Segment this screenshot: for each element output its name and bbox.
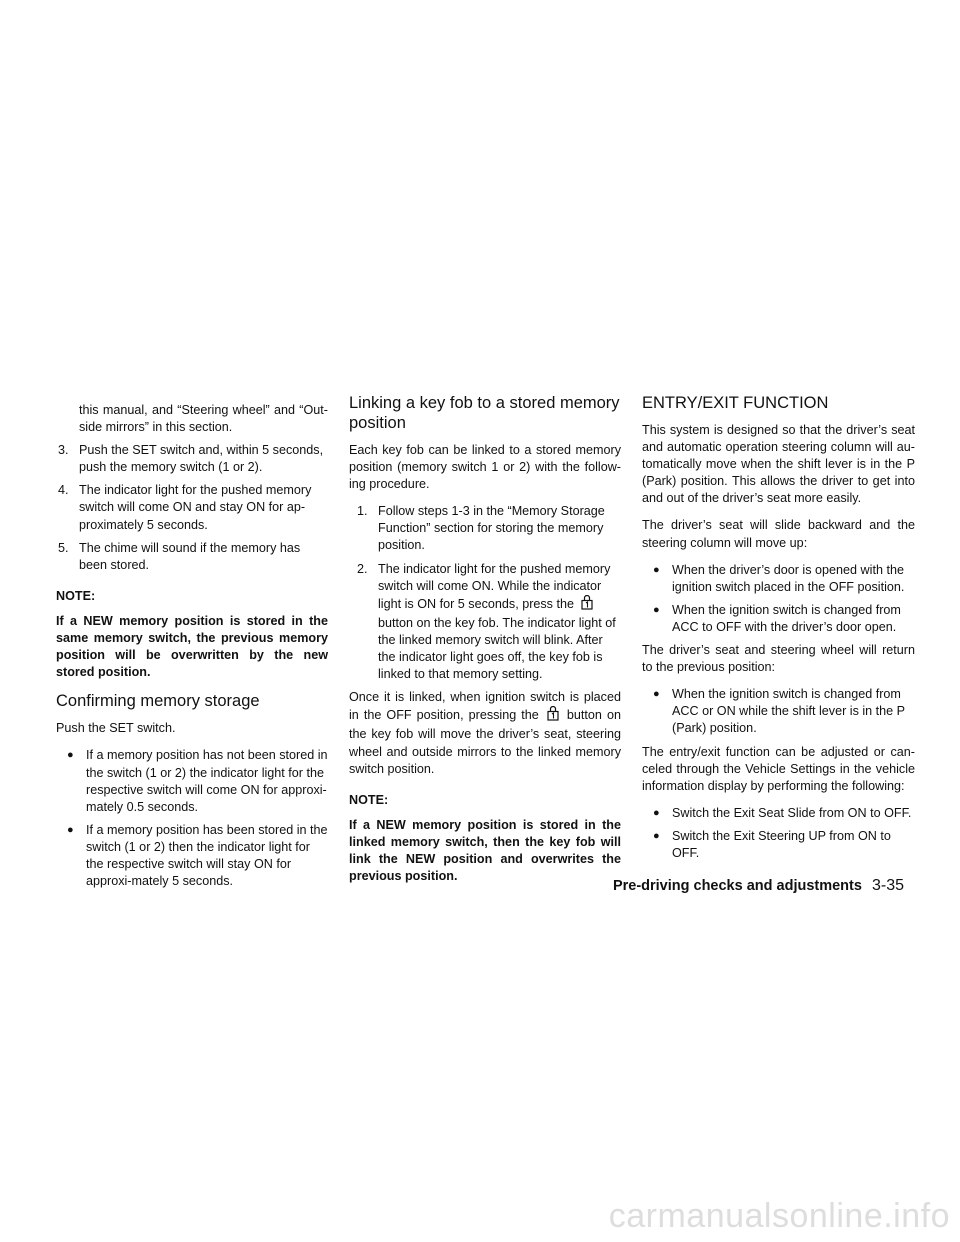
list-item-step-1: 1. Follow steps 1-3 in the “Memory Storage Function” section for storing the memory position. xyxy=(357,504,605,553)
list-item-bullet: ● When the driver’s door is opened with the ignition switch placed in the OFF position. xyxy=(653,562,905,594)
bullet-icon: ● xyxy=(67,823,74,836)
list-item-step-4: 4. The indicator light for the pushed memory switch will come ON and stay ON for ap-proximately 5 seconds. xyxy=(58,483,312,532)
bullet-icon: ● xyxy=(653,688,660,701)
watermark: carmanualsonline.info xyxy=(608,1197,950,1235)
list-item-step-5: 5. The chime will sound if the memory has been stored. xyxy=(58,540,301,572)
continued-text: this manual, and “Steering wheel” and “Out-side mirrors” in this section. xyxy=(79,403,328,435)
paragraph: The driver’s seat will slide backward and the steering column will move up: xyxy=(642,518,915,550)
column-left xyxy=(56,402,328,896)
paragraph: Push the SET switch. xyxy=(56,721,176,736)
note-text: If a NEW memory position is stored in the linked memory switch, then the key fob will link the NEW position and overwrites the previous position. xyxy=(349,817,621,884)
list-item-step-2: 2. The indicator light for the pushed memory switch will come ON. While the indicator light is ON for 5 seconds, press the button on the key fob. The indicator light of the linked memory switch will blink. After the indicator light goes off, the key fob is linked to that memory setting. xyxy=(357,561,616,682)
bullet-icon: ● xyxy=(653,603,660,616)
page-number: 3-35 xyxy=(871,877,904,894)
paragraph: Each key fob can be linked to a stored memory position (memory switch 1 or 2) with the follow-ing procedure. xyxy=(349,443,621,492)
note-text: If a NEW memory position is stored in the same memory switch, the previous memory position will be overwritten by the new stored position. xyxy=(56,613,328,680)
section-title: Pre-driving checks and adjustments xyxy=(612,878,862,894)
note-label: NOTE: xyxy=(349,792,389,807)
list-item-bullet: ● When the ignition switch is changed from ACC to OFF with the driver’s door open. xyxy=(653,602,901,634)
paragraph: The entry/exit function can be adjusted or can-celed through the Vehicle Settings in the vehicle information display by performing the following: xyxy=(642,744,915,793)
list-item-bullet: ● If a memory position has not been stored in the switch (1 or 2) the indicator light for the respective switch will come ON for approxi-mately 0.5 seconds. xyxy=(67,748,328,814)
section-heading-confirming: Confirming memory storage xyxy=(56,692,260,711)
paragraph: The driver’s seat and steering wheel will return to the previous position: xyxy=(642,643,915,675)
bullet-icon: ● xyxy=(653,829,660,842)
section-heading-entry-exit: ENTRY/EXIT FUNCTION xyxy=(642,394,829,412)
note-label: NOTE: xyxy=(56,588,96,603)
list-item-step-3: 3. Push the SET switch and, within 5 seconds, push the memory switch (1 or 2). xyxy=(58,443,324,475)
list-item-bullet: ● Switch the Exit Seat Slide from ON to OFF. xyxy=(642,805,915,822)
page-footer xyxy=(613,877,904,895)
list-item-bullet: ● When the ignition switch is changed from ACC or ON while the shift lever is in the P (Park) position. xyxy=(653,687,905,736)
key-fob-button-icon xyxy=(581,595,593,615)
paragraph: Once it is linked, when ignition switch is placed in the OFF position, pressing the button on the key fob will move the driver’s seat, steering wheel and outside mirrors to the linked memory switch position. xyxy=(349,690,621,776)
list-item-bullet: ● If a memory position has been stored in the switch (1 or 2) then the indicator light for the respective switch will stay ON for approxi-mately 5 seconds. xyxy=(67,822,328,889)
column-right xyxy=(642,394,915,868)
section-heading-linking: Linking a key fob to a stored memory position xyxy=(349,394,620,432)
bullet-icon: ● xyxy=(653,806,660,819)
list-item-bullet: ● Switch the Exit Steering UP from ON to OFF. xyxy=(653,828,891,860)
paragraph: This system is designed so that the driver’s seat and automatic operation steering column will au-tomatically move when the shift lever is in the P (Park) position. This allows the driver to get into and out of the driver’s seat more easily. xyxy=(642,423,915,506)
key-fob-button-icon xyxy=(547,706,559,726)
bullet-icon: ● xyxy=(653,563,660,576)
column-middle xyxy=(349,394,621,895)
bullet-icon: ● xyxy=(67,749,74,762)
